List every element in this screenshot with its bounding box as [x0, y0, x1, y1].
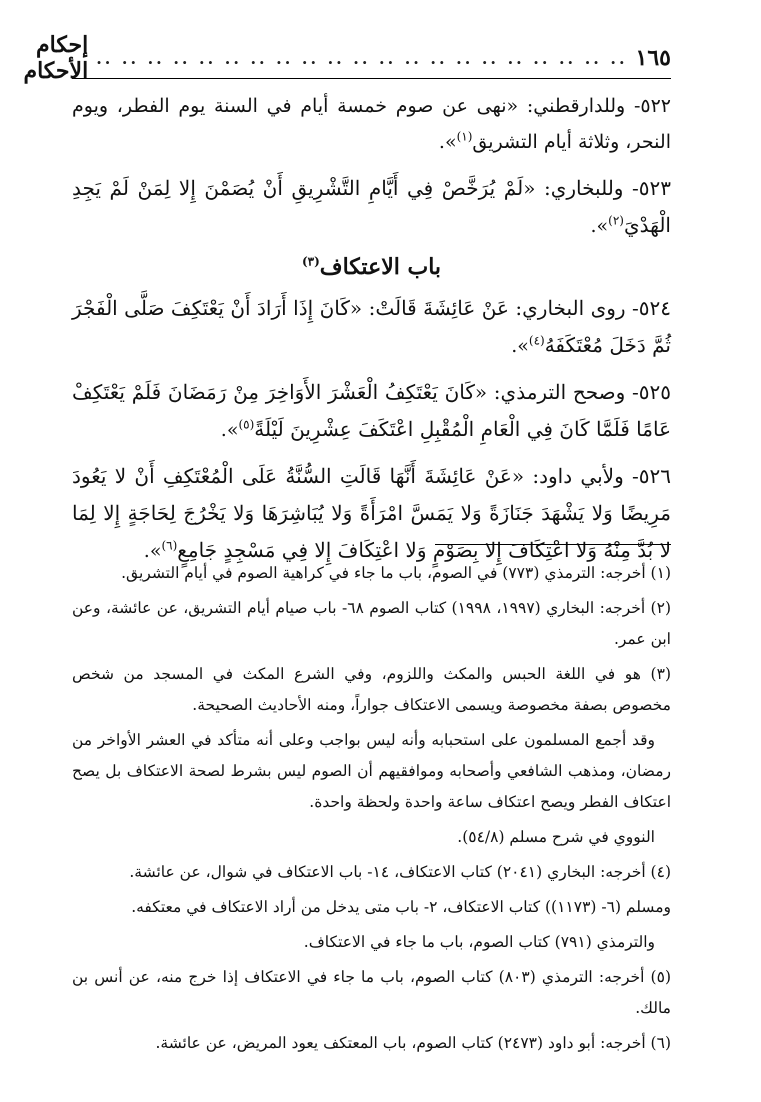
- page-number: ١٦٥: [635, 45, 671, 71]
- footnote-3-source: النووي في شرح مسلم (٥٤/٨).: [457, 828, 655, 846]
- hadith-522-text: ٥٢٢- وللدارقطني: «نهى عن صوم خمسة أيام في السنة يوم الفطر، ويوم النحر، وثلاثة أيام التشريق: [72, 95, 671, 153]
- hadith-524-close: ».: [511, 335, 529, 357]
- hadith-525: [72, 374, 671, 448]
- footnote-ref-4[interactable]: (٤): [528, 333, 545, 348]
- hadith-523: [72, 170, 671, 244]
- footnote-ref-6[interactable]: (٦): [161, 538, 178, 553]
- hadith-526-text: ٥٢٦- ولأبي داود: «عَنْ عَائِشَةَ أَنَّهَا قَالَتِ السُّنَّةُ عَلَى الْمُعْتَكِفِ أَنْ لا يَعُودَ مَرِيضًا وَلا يَشْهَدَ جَنَازَةً وَلا يَمَسَّ امْرَأَةً وَلا يُبَاشِرَهَا وَلا يَخْرُجَ لِحَاجَةٍ إِلا لِمَا لا بُدَّ مِنْهُ وَلا اعْتِكَافَ إِلا بِصَوْمٍ وَلا اعْتِكَافَ إِلا فِي مَسْجِدٍ جَامِعٍ: [72, 464, 671, 562]
- hadith-522: [72, 88, 671, 160]
- footnote-separator: [435, 544, 671, 545]
- running-header: [23, 32, 671, 84]
- footnote-4: (٤) أخرجه: البخاري (٢٠٤١) كتاب الاعتكاف، ١٤- باب الاعتكاف في شوال، عن عائشة.: [129, 863, 671, 881]
- section-heading: [72, 254, 671, 280]
- footnote-ref-2[interactable]: (٢): [608, 213, 624, 228]
- footnote-4-tirmidhi: والترمذي (٧٩١) كتاب الصوم، باب ما جاء في الاعتكاف.: [303, 933, 655, 951]
- hadith-526: [72, 458, 671, 569]
- footnote-6: (٦) أخرجه: أبو داود (٢٤٧٣) كتاب الصوم، باب المعتكف يعود المريض، عن عائشة.: [155, 1034, 671, 1052]
- hadith-522-close: ».: [438, 131, 457, 153]
- hadith-525-close: ».: [220, 419, 239, 441]
- main-text: [72, 88, 671, 579]
- footnotes: [72, 558, 671, 1063]
- book-title: إحكام الأحكام: [23, 32, 89, 84]
- footnote-2: (٢) أخرجه: البخاري (١٩٩٧، ١٩٩٨) كتاب الصوم ٦٨- باب صيام أيام التشريق، عن عائشة، وعن ابن عمر.: [72, 599, 671, 648]
- footnote-5: (٥) أخرجه: الترمذي (٨٠٣) كتاب الصوم، باب ما جاء في الاعتكاف إذا خرج منه، عن أنس بن مالك.: [72, 968, 671, 1017]
- hadith-526-close: ».: [143, 540, 162, 562]
- hadith-523-close: ».: [590, 215, 609, 237]
- footnote-4-muslim: ومسلم (٦- (١١٧٣)) كتاب الاعتكاف، ٢- باب متى يدخل من أراد الاعتكاف في معتكفه.: [131, 898, 671, 916]
- footnote-ref-3[interactable]: (٣): [301, 254, 320, 269]
- hadith-523-text: ٥٢٣- وللبخاري: «لَمْ يُرَخَّصْ فِي أَيَّامِ التَّشْرِيقِ أَنْ يُصَمْنَ إِلا لِمَنْ لَمْ يَجِدِ الْهَدْيَ: [72, 176, 671, 237]
- footnote-ref-5[interactable]: (٥): [238, 417, 255, 432]
- footnote-1: (١) أخرجه: الترمذي (٧٧٣) في الصوم، باب ما جاء في كراهية الصوم في أيام التشريق.: [121, 564, 671, 582]
- section-title-text: باب الاعتكاف: [319, 254, 442, 280]
- hadith-524-text: ٥٢٤- روى البخاري: عَنْ عَائِشَةَ قَالَتْ: «كَانَ إِذَا أَرَادَ أَنْ يَعْتَكِفَ صَلَّى الْفَجْرَ ثُمَّ دَخَلَ مُعْتَكَفَهُ: [72, 296, 671, 357]
- footnote-3: (٣) هو في اللغة الحبس والمكث واللزوم، وفي الشرع المكث في المسجد من شخص مخصوص بصفة مخصوصة ويسمى الاعتكاف جواراً، ومنه الأحاديث الصحيحة.: [72, 665, 671, 714]
- hadith-524: [72, 290, 671, 364]
- footnote-3-continued: وقد أجمع المسلمون على استحبابه وأنه ليس بواجب وعلى أنه متأكد في العشر الأواخر من رمضان، ومذهب الشافعي وأصحابه وموافقيهم أن الصوم ليس بشرط لصحة الاعتكاف بل يصح اعتكاف الفطر ويصح اعتكاف ساعة واحدة ولحظة واحدة.: [72, 731, 671, 811]
- hadith-525-text: ٥٢٥- وصحح الترمذي: «كَانَ يَعْتَكِفُ الْعَشْرَ الأَوَاخِرَ مِنْ رَمَضَانَ فَلَمْ يَعْتَكِفْ عَامًا فَلَمَّا كَانَ فِي الْعَامِ الْمُقْبِلِ اعْتَكَفَ عِشْرِينَ لَيْلَةً: [72, 380, 671, 441]
- footnote-ref-1[interactable]: (١): [456, 129, 473, 144]
- dot-leader: .. .. .. .. .. .. .. .. .. .. .. .. .. .. .. .. .. .. .. .. ..: [96, 48, 628, 68]
